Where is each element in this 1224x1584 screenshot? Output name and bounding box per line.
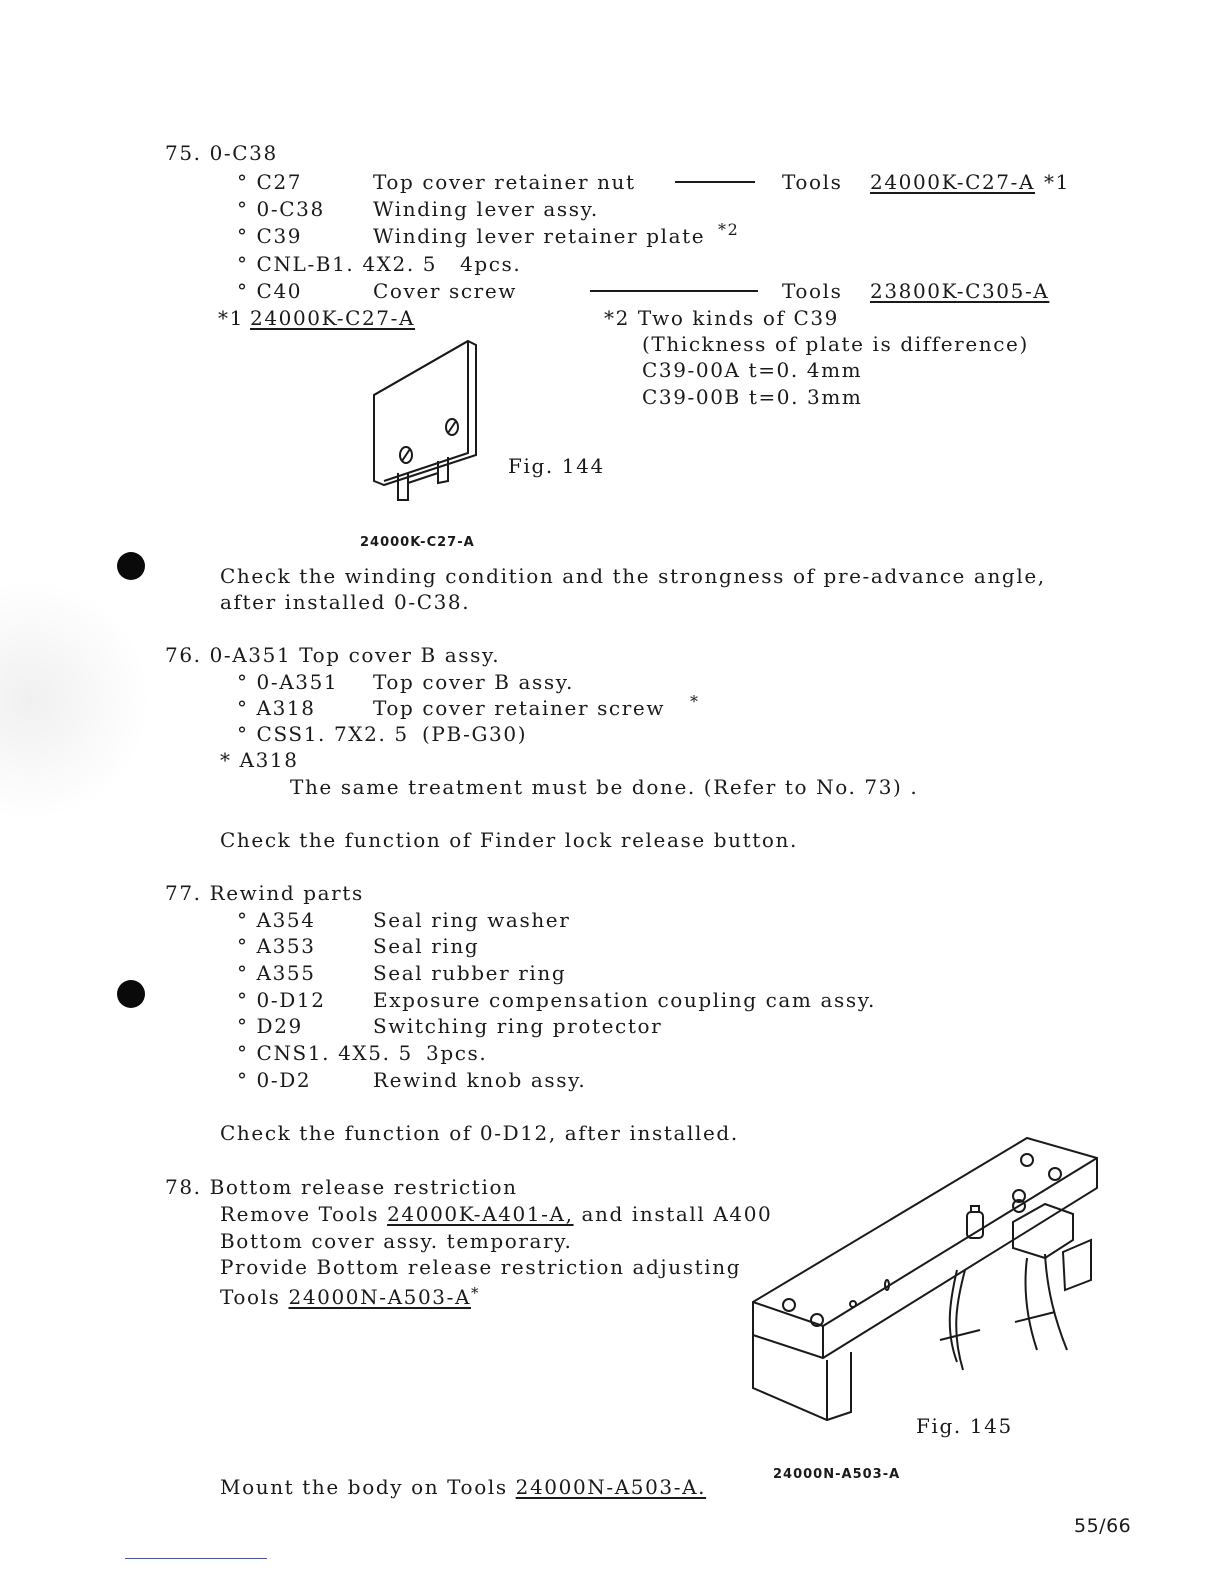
section-78-title: 78. Bottom release restriction [165, 1175, 518, 1199]
item-desc: Cover screw [373, 279, 517, 303]
page-number: 55/66 [1074, 1515, 1132, 1537]
item-code: ° A353 [237, 934, 316, 958]
instruction-line: Provide Bottom release restriction adjusting [220, 1255, 742, 1279]
item-desc: Top cover retainer screw [373, 696, 666, 720]
tools-code: 24000N-A503-A [288, 1285, 471, 1309]
item-note: * [690, 692, 700, 711]
item-code: ° 0-A351 [237, 670, 339, 694]
binder-hole-upper [117, 552, 145, 580]
item-desc: Exposure compensation coupling cam assy. [373, 988, 876, 1012]
note2-line: C39-00B t=0. 3mm [642, 385, 863, 409]
mount-line: Mount the body on Tools 24000N-A503-A. [220, 1475, 707, 1499]
tools-code: 24000K-C27-A [870, 170, 1036, 194]
section-77-title: 77. Rewind parts [165, 881, 364, 905]
item-code: ° CSS1. 7X2. 5 [237, 722, 409, 746]
fig-145-label: Fig. 145 [916, 1414, 1013, 1438]
leader-line [590, 290, 758, 292]
section-76-title: 76. 0-A351 Top cover B assy. [165, 643, 501, 667]
item-desc: (PB-G30) [422, 722, 528, 746]
tools-code: 24000K-A401-A, [387, 1202, 574, 1226]
tools-note: *1 [1044, 170, 1070, 194]
star-line: * A318 [220, 748, 299, 772]
item-code: ° 0-C38 [237, 197, 325, 221]
item-desc: Rewind knob assy. [373, 1068, 587, 1092]
item-code: ° A318 [237, 696, 316, 720]
item-desc: Seal ring washer [373, 908, 571, 932]
item-code: ° A355 [237, 961, 316, 985]
item-code: ° 0-D12 [237, 988, 326, 1012]
item-desc: Seal rubber ring [373, 961, 567, 985]
item-note: *2 [718, 220, 740, 239]
tools-code: 24000N-A503-A. [515, 1475, 707, 1499]
tools-label: Tools [782, 170, 843, 194]
item-desc: 3pcs. [426, 1041, 488, 1065]
item-desc: Winding lever retainer plate [373, 224, 706, 248]
item-code: ° C40 [237, 279, 303, 303]
tools-label: Tools [782, 279, 843, 303]
footer-rule [125, 1558, 267, 1559]
check-line: Check the winding condition and the strongness of pre-advance angle, [220, 564, 1046, 588]
item-code: ° 0-D2 [237, 1068, 312, 1092]
item-code: ° D29 [237, 1014, 303, 1038]
item-code: ° CNS1. 4X5. 5 [237, 1041, 413, 1065]
fig-144-label: Fig. 144 [508, 454, 605, 478]
tools-code: 23800K-C305-A [870, 279, 1050, 303]
check-line: Check the function of 0-D12, after installed. [220, 1121, 739, 1145]
check-line: after installed 0-C38. [220, 590, 471, 614]
item-code: ° A354 [237, 908, 316, 932]
note2-line: (Thickness of plate is difference) [642, 332, 1029, 356]
fig-145-caption: 24000N-A503-A [773, 1467, 901, 1482]
treatment-line: The same treatment must be done. (Refer to No. 73) . [290, 775, 919, 799]
note1-code: 24000K-C27-A [250, 306, 416, 330]
scan-edge-shading [0, 0, 150, 1584]
instruction-line: Tools 24000N-A503-A* [220, 1284, 481, 1309]
item-code: ° C27 [237, 170, 303, 194]
leader-line [675, 181, 755, 183]
item-code: ° C39 [237, 224, 303, 248]
instruction-line: Bottom cover assy. temporary. [220, 1229, 573, 1253]
fig-144-caption: 24000K-C27-A [360, 535, 475, 550]
item-code: ° CNL-B1. 4X2. 5 [237, 252, 438, 276]
section-75-title: 75. 0-C38 [165, 141, 278, 165]
check-line: Check the function of Finder lock release button. [220, 828, 798, 852]
item-desc: Top cover B assy. [373, 670, 574, 694]
item-desc: Winding lever assy. [373, 197, 599, 221]
binder-hole-lower [117, 980, 145, 1008]
item-desc: Seal ring [373, 934, 480, 958]
tool-24000n-a503-a-drawing [745, 1130, 1105, 1425]
item-desc: Top cover retainer nut [373, 170, 636, 194]
note1-mark: *1 [218, 306, 244, 330]
item-desc: 4pcs. [460, 252, 522, 276]
instruction-line: Remove Tools 24000K-A401-A, and install A400 [220, 1202, 773, 1226]
note2-line: *2 Two kinds of C39 [604, 306, 839, 330]
tool-24000k-c27-a-drawing [360, 335, 490, 510]
item-desc: Switching ring protector [373, 1014, 663, 1038]
note2-line: C39-00A t=0. 4mm [642, 358, 863, 382]
